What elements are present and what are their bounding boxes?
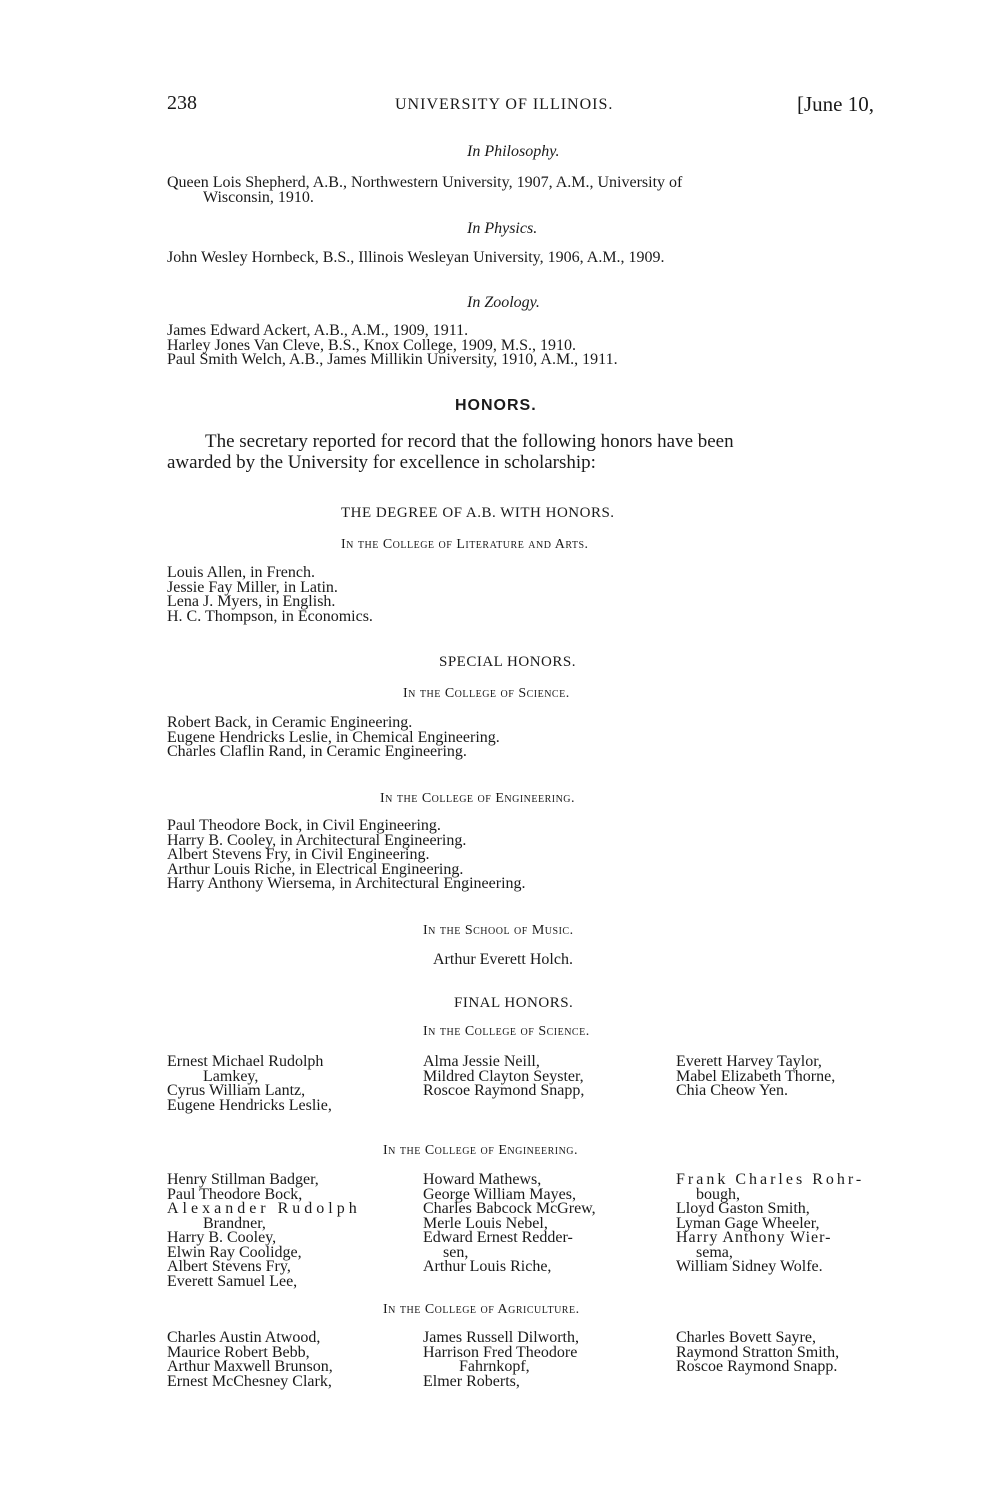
list-item: George William Mayes, — [423, 1185, 576, 1203]
list-item: Harry Anthony Wier- — [676, 1229, 832, 1246]
page-number: 238 — [167, 92, 197, 114]
final-agriculture-column-2 — [423, 1331, 579, 1389]
list-item: Harrison Fred Theodore — [423, 1343, 578, 1361]
list-item: Paul Smith Welch, A.B., James Millikin University, 1910, A.M., 1911. — [167, 351, 618, 368]
list-item: Howard Mathews, — [423, 1171, 542, 1188]
list-item: Raymond Stratton Smith, — [676, 1343, 840, 1361]
special-engineering-list — [167, 819, 526, 892]
list-item: Roscoe Raymond Snapp, — [423, 1082, 585, 1099]
special-science-list — [167, 716, 500, 760]
list-item: Lyman Gage Wheeler, — [676, 1214, 820, 1232]
list-item: Eugene Hendricks Leslie, — [167, 1096, 332, 1114]
list-item: Charles Austin Atwood, — [167, 1329, 321, 1346]
zoology-heading: In Zoology. — [467, 294, 540, 311]
ab-honors-heading: THE DEGREE OF A.B. WITH HONORS. — [341, 505, 615, 521]
list-item: Ernest Michael Rudolph — [167, 1053, 324, 1070]
list-item: Mabel Elizabeth Thorne, — [676, 1067, 836, 1085]
list-item: Alexander Rudolph — [167, 1200, 361, 1217]
list-item: Henry Stillman Badger, — [167, 1171, 319, 1188]
philosophy-line-1: Queen Lois Shepherd, A.B., Northwestern University, 1907, A.M., University of — [167, 174, 683, 191]
list-item: H. C. Thompson, in Economics. — [167, 607, 373, 625]
list-item: Paul Theodore Bock, — [167, 1185, 303, 1203]
list-item: Charles Babcock McGrew, — [423, 1200, 596, 1217]
list-item: Ernest McChesney Clark, — [167, 1372, 332, 1390]
list-item: Maurice Robert Bebb, — [167, 1343, 310, 1361]
list-item: Arthur Louis Riche, in Electrical Engineering. — [167, 860, 464, 878]
list-item: Merle Louis Nebel, — [423, 1214, 548, 1232]
final-science-column-3 — [676, 1055, 835, 1099]
list-item: Everett Samuel Lee, — [167, 1272, 298, 1290]
list-item: Paul Theodore Bock, in Civil Engineering. — [167, 817, 441, 834]
honors-paragraph-line-2: awarded by the University for excellence in scholarship: — [167, 452, 596, 473]
special-science-college: In the College of Science. — [403, 686, 570, 701]
list-item: Edward Ernest Redder- — [423, 1229, 573, 1246]
final-honors-heading: FINAL HONORS. — [454, 995, 574, 1011]
list-item: sema, — [696, 1243, 733, 1261]
zoology-list — [167, 324, 618, 368]
special-engineering-college: In the College of Engineering. — [380, 791, 576, 806]
list-item: Albert Stevens Fry, in Civil Engineering. — [167, 846, 430, 863]
final-engineering-column-3 — [676, 1173, 864, 1275]
list-item: Mildred Clayton Seyster, — [423, 1067, 584, 1085]
final-science-college: In the College of Science. — [423, 1024, 590, 1039]
physics-heading: In Physics. — [467, 220, 538, 237]
list-item: Harley Jones Van Cleve, B.S., Knox College, 1909, M.S., 1910. — [167, 336, 577, 354]
special-honors-heading: SPECIAL HONORS. — [439, 654, 576, 670]
list-item: Elmer Roberts, — [423, 1372, 520, 1390]
list-item: Cyrus William Lantz, — [167, 1082, 306, 1099]
list-item: Eugene Hendricks Leslie, in Chemical Engineering. — [167, 728, 500, 746]
list-item: Everett Harvey Taylor, — [676, 1053, 822, 1070]
final-agriculture-column-1 — [167, 1331, 333, 1389]
list-item: Harry B. Cooley, in Architectural Engineering. — [167, 831, 467, 849]
list-item: Harry B. Cooley, — [167, 1229, 277, 1246]
list-item: Lena J. Myers, in English. — [167, 593, 336, 610]
list-item: Robert Back, in Ceramic Engineering. — [167, 714, 413, 731]
final-engineering-column-1 — [167, 1173, 361, 1289]
list-item: Arthur Louis Riche, — [423, 1258, 552, 1275]
list-item: Lloyd Gaston Smith, — [676, 1200, 810, 1217]
list-item: Roscoe Raymond Snapp. — [676, 1358, 838, 1375]
honors-paragraph-line-1: The secretary reported for record that the following honors have been — [205, 431, 734, 452]
running-title: UNIVERSITY OF ILLINOIS. — [395, 96, 614, 113]
list-item: Jessie Fay Miller, in Latin. — [167, 578, 338, 596]
list-item: James Russell Dilworth, — [423, 1329, 579, 1346]
final-agriculture-column-3 — [676, 1331, 839, 1375]
list-item: William Sidney Wolfe. — [676, 1258, 823, 1275]
list-item: Arthur Maxwell Brunson, — [167, 1358, 333, 1375]
header-date: [June 10, — [797, 92, 874, 116]
list-item: Chia Cheow Yen. — [676, 1082, 789, 1099]
list-item: Charles Claflin Rand, in Ceramic Engineering. — [167, 743, 467, 760]
list-item: James Edward Ackert, A.B., A.M., 1909, 1911. — [167, 322, 469, 339]
list-item: Frank Charles Rohr- — [676, 1171, 865, 1188]
list-item: Louis Allen, in French. — [167, 564, 315, 581]
physics-line-1: John Wesley Hornbeck, B.S., Illinois Wesleyan University, 1906, A.M., 1909. — [167, 249, 665, 266]
music-school: In the School of Music. — [423, 923, 574, 938]
honors-heading: HONORS. — [455, 397, 537, 414]
final-science-column-1 — [167, 1055, 332, 1113]
list-item: bough, — [696, 1185, 740, 1203]
list-item: Harry Anthony Wiersema, in Architectural Engineering. — [167, 875, 526, 892]
list-item: Alma Jessie Neill, — [423, 1053, 540, 1070]
ab-honors-list — [167, 566, 373, 624]
list-item: Lamkey, — [203, 1067, 259, 1085]
philosophy-line-2: Wisconsin, 1910. — [203, 189, 314, 206]
philosophy-heading: In Philosophy. — [467, 143, 560, 160]
list-item: sen, — [443, 1243, 469, 1261]
final-agriculture-college: In the College of Agriculture. — [383, 1302, 580, 1317]
final-science-column-2 — [423, 1055, 584, 1099]
list-item: Brandner, — [203, 1214, 266, 1232]
final-engineering-column-2 — [423, 1173, 596, 1275]
list-item: Albert Stevens Fry, — [167, 1258, 291, 1275]
list-item: Elwin Ray Coolidge, — [167, 1243, 302, 1261]
list-item: Fahrnkopf, — [459, 1358, 530, 1375]
ab-honors-college: In the College of Literature and Arts. — [341, 537, 589, 552]
music-name: Arthur Everett Holch. — [433, 951, 573, 968]
list-item: Charles Bovett Sayre, — [676, 1329, 816, 1346]
final-engineering-college: In the College of Engineering. — [383, 1143, 579, 1158]
